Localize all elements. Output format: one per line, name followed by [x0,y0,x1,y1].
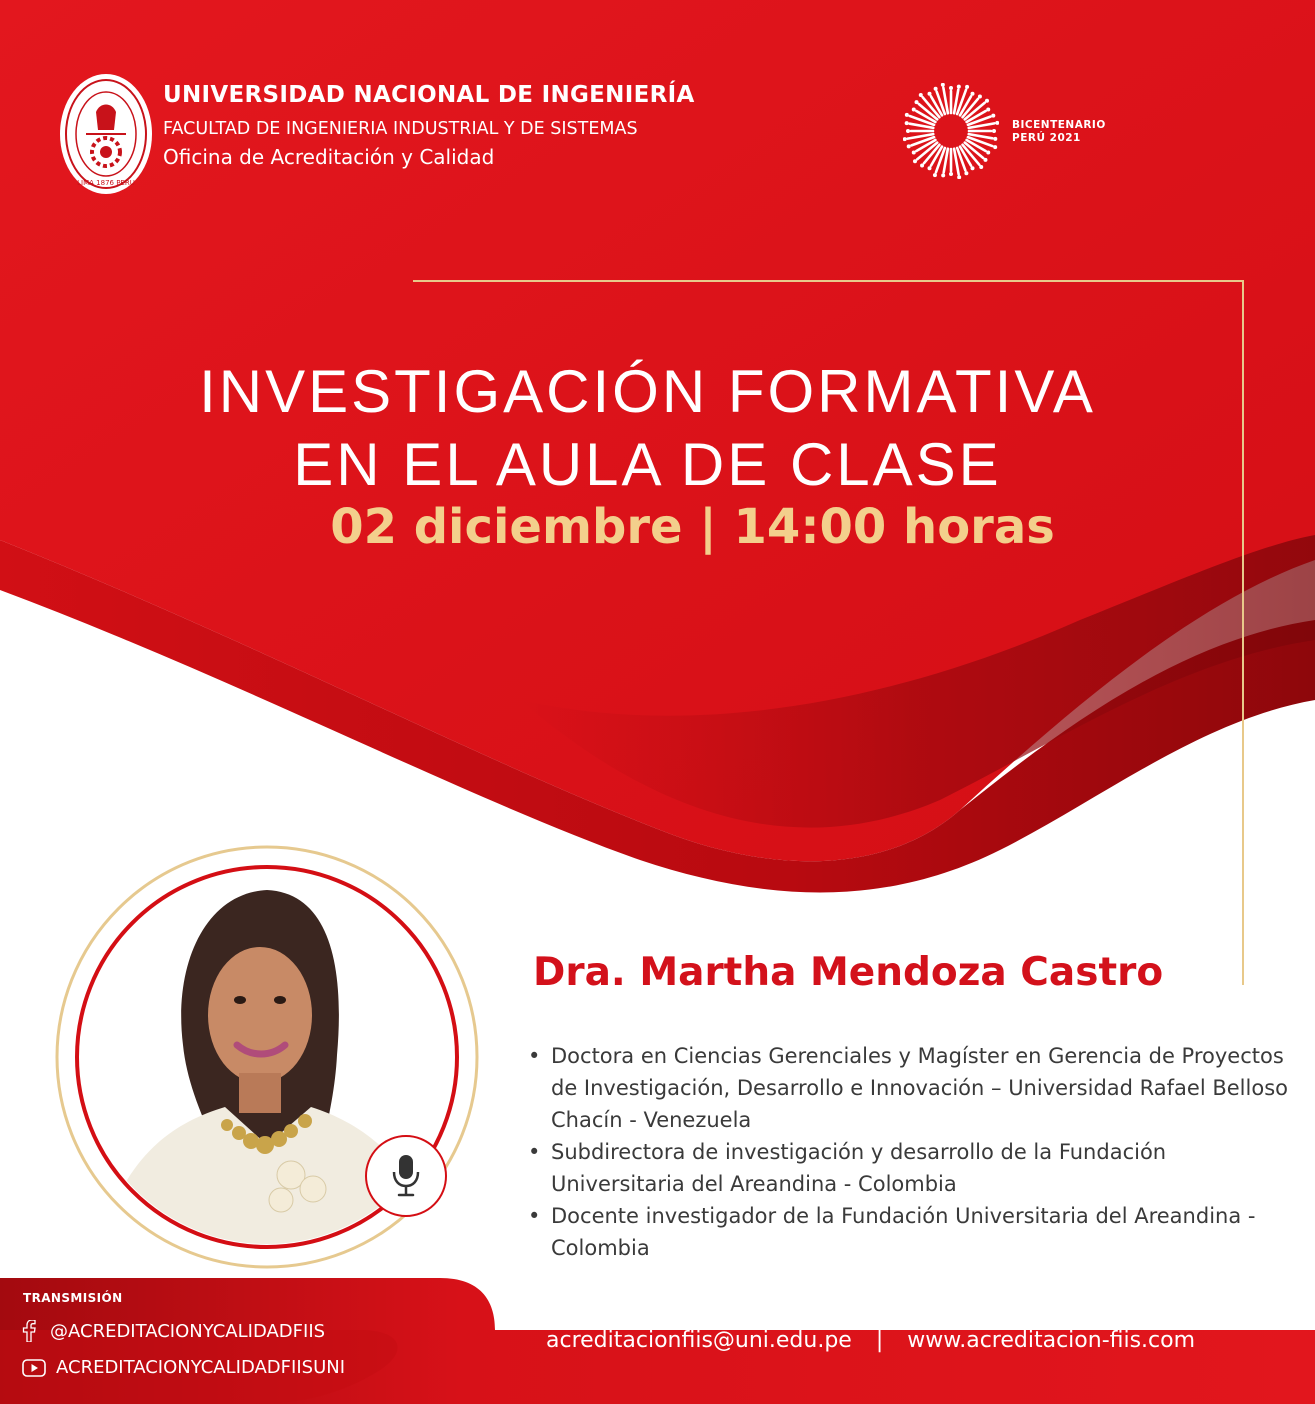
contact-email-link[interactable]: acreditacionfiis@uni.edu.pe [546,1328,852,1353]
microphone-icon [391,1154,421,1198]
faculty-name: FACULTAD DE INGENIERIA INDUSTRIAL Y DE SISTEMAS [163,119,638,139]
youtube-link[interactable] [22,1357,345,1378]
bio-item: • Subdirectora de investigación y desarrollo de la Fundación Universitaria del Areandina - Colombia [528,1136,1288,1200]
bicentenario-year: PERÚ 2021 [1012,132,1081,144]
website-link[interactable]: www.acreditacion-fiis.com [907,1328,1196,1353]
bicentenario-logo [903,83,999,179]
contact-separator: | [875,1328,884,1353]
office-name: Oficina de Acreditación y Calidad [163,145,495,169]
event-title-line-1: INVESTIGACIÓN FORMATIVA [199,358,1096,425]
youtube-icon [22,1359,46,1377]
facebook-handle: @ACREDITACIONYCALIDADFIIS [50,1320,326,1342]
university-name: UNIVERSIDAD NACIONAL DE INGENIERÍA [163,82,695,108]
uni-seal-logo [58,72,154,196]
svg-text:LIMA 1876 PERU: LIMA 1876 PERU [77,179,135,187]
bio-item: • Docente investigador de la Fundación Universitaria del Areandina - Colombia [528,1200,1288,1264]
facebook-link[interactable] [22,1320,325,1342]
speaker-name: Dra. Martha Mendoza Castro [533,950,1164,995]
event-title-line-2: EN EL AULA DE CLASE [293,431,1002,498]
bio-item: • Doctora en Ciencias Gerenciales y Magíster en Gerencia de Proyectos de Investigación, Desarrollo e Innovación – Universidad Rafael Belloso Chacín - Venezuela [528,1040,1288,1136]
contact-row [546,1328,1195,1353]
facebook-icon [22,1320,36,1342]
transmision-label: TRANSMISIÓN [23,1291,123,1305]
bicentenario-label: BICENTENARIO [1012,119,1106,131]
speaker-bio-list [528,1040,1288,1264]
event-date-time: 02 diciembre | 14:00 horas [330,499,1055,555]
podcast-mic-button[interactable] [365,1135,447,1217]
youtube-channel: ACREDITACIONYCALIDADFIISUNI [56,1357,346,1378]
